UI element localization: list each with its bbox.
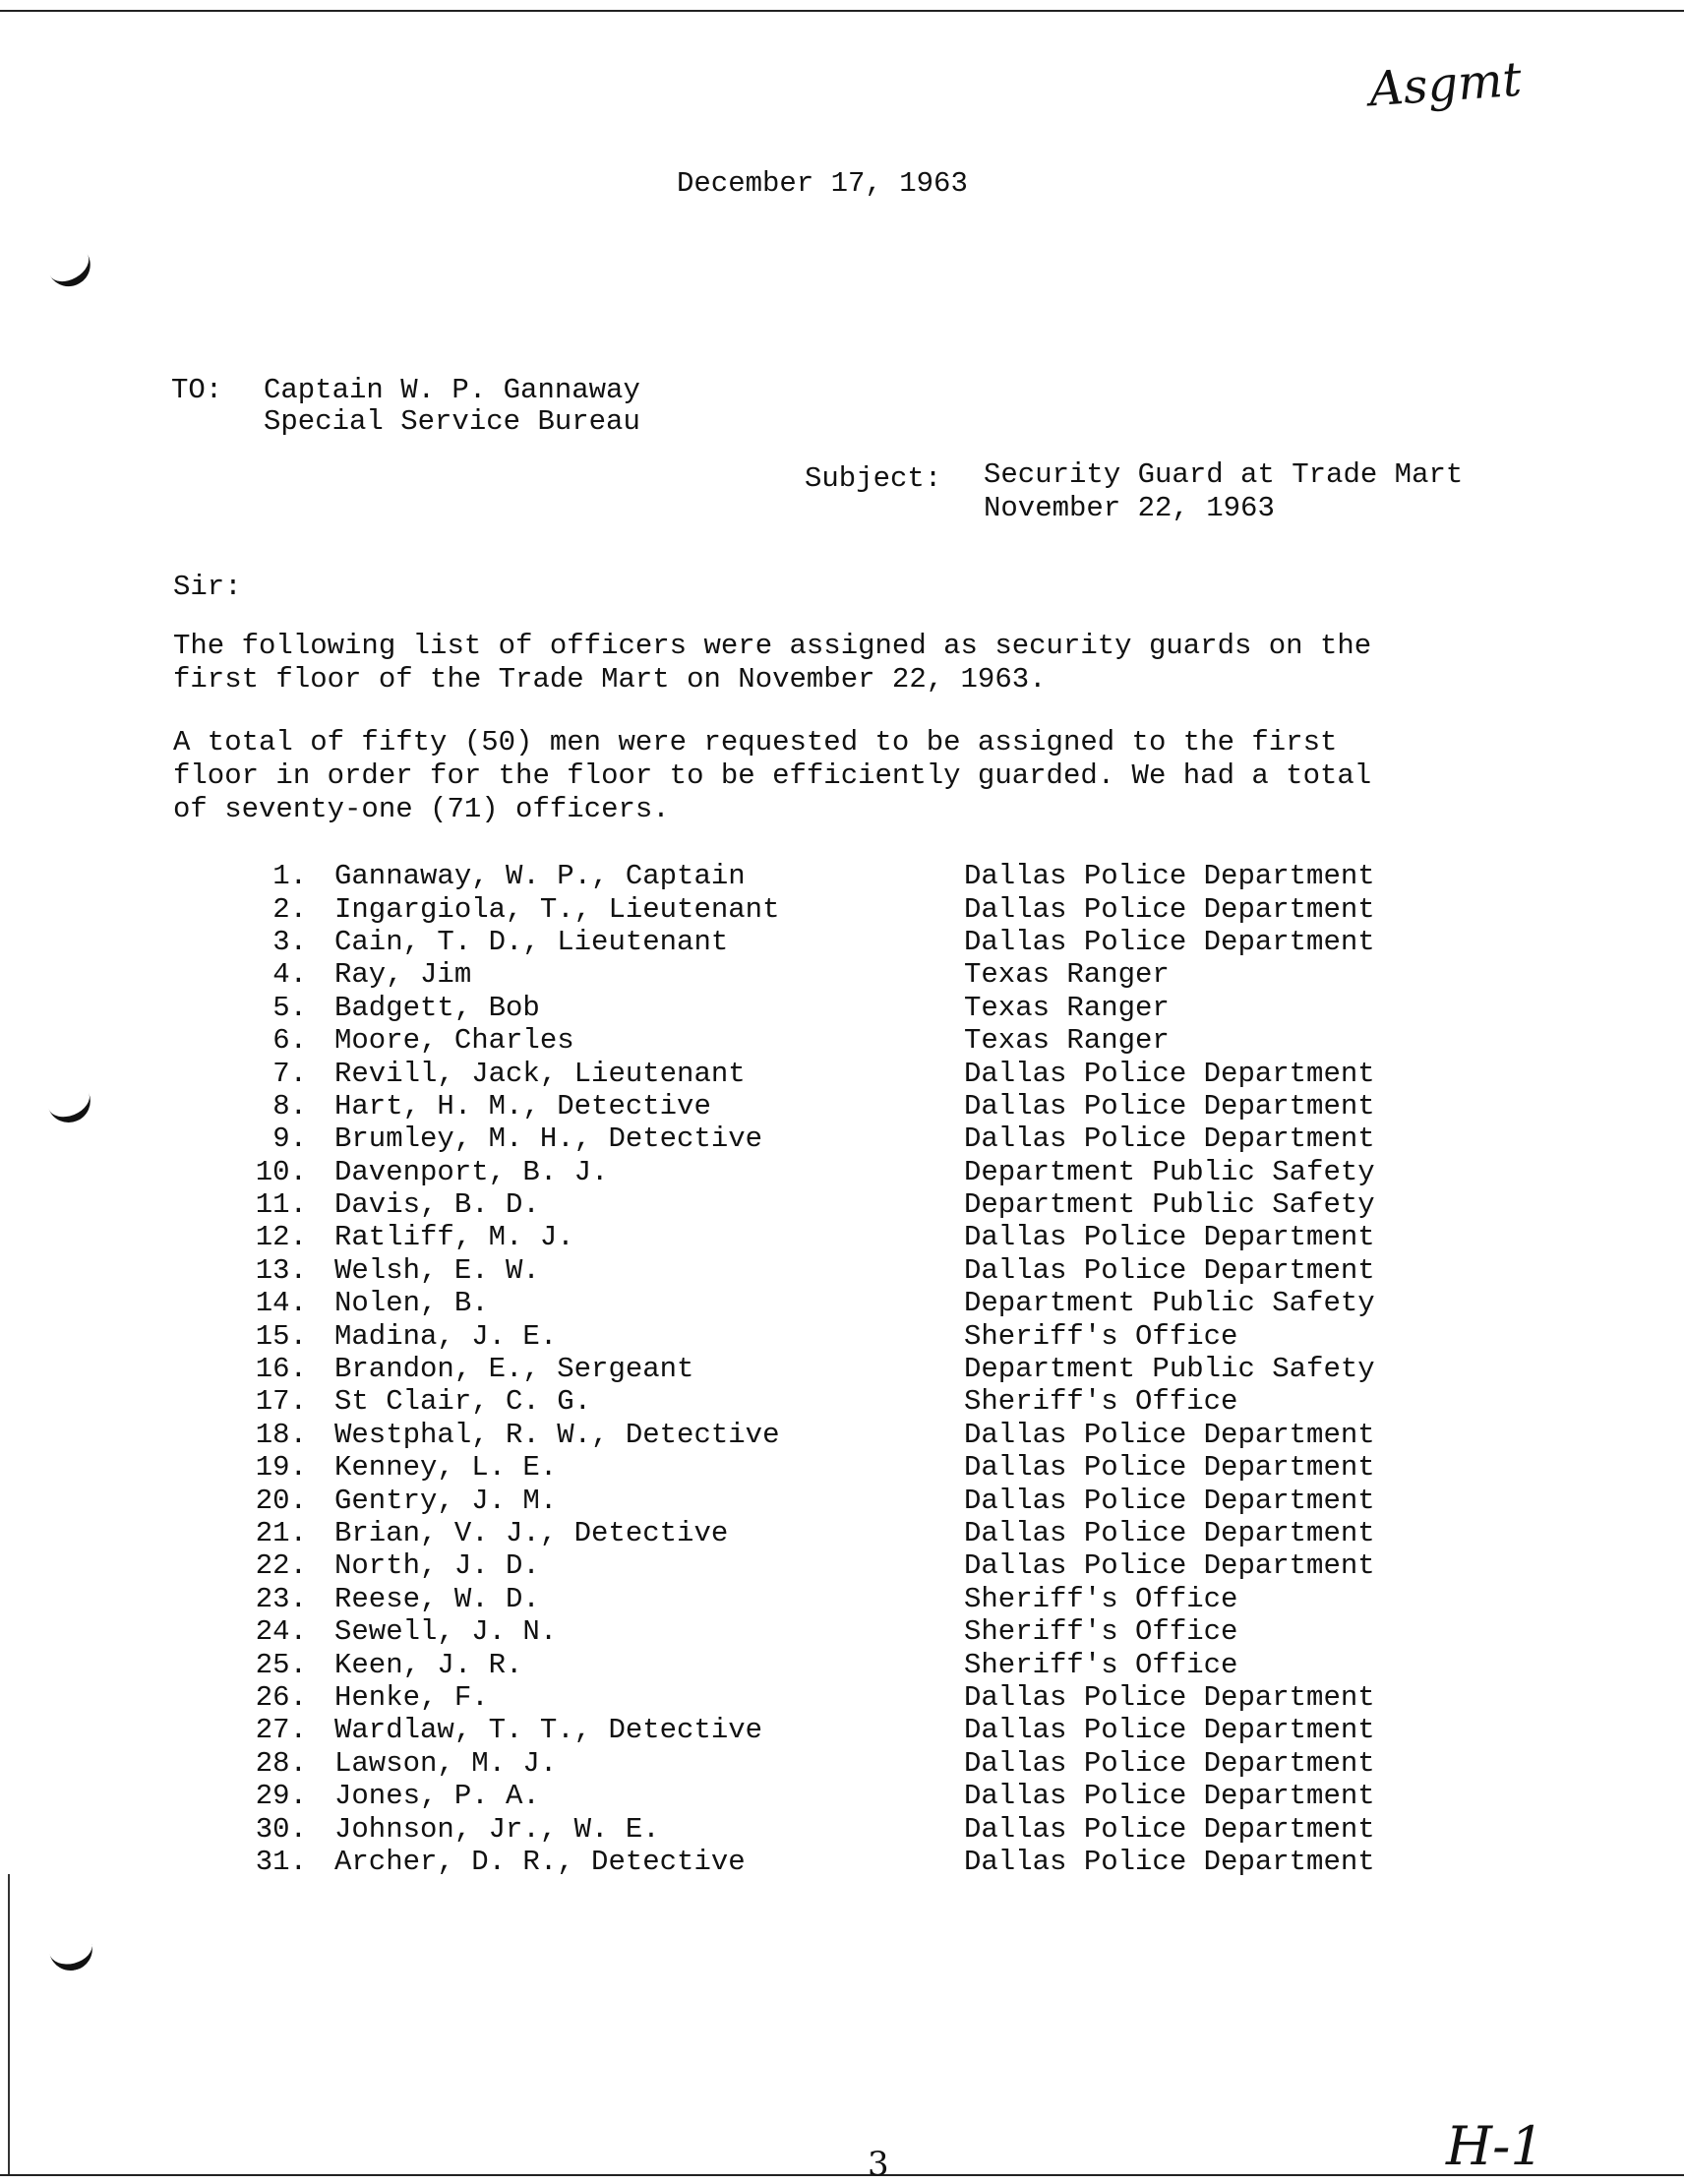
officer-number: 16. [255,1353,307,1386]
bottom-scan-border [0,2174,1684,2176]
officer-row [236,1549,1436,1582]
officer-row [236,1319,1436,1352]
handwritten-annotation-bottom: H-1 [1446,2115,1544,2177]
officer-name: Badgett, Bob [334,991,540,1024]
officer-name: Brian, V. J., Detective [334,1517,729,1549]
officer-name: Westphal, R. W., Detective [334,1418,780,1451]
officer-row [236,1780,1436,1812]
officer-row [236,1156,1436,1188]
officer-name: Jones, P. A. [334,1780,540,1813]
officer-number: 25. [255,1648,307,1681]
officer-name: Davenport, B. J. [334,1155,609,1188]
officer-name: Brandon, E., Sergeant [334,1353,694,1386]
binding-mark-icon [44,1923,96,1974]
officer-number: 23. [255,1582,307,1615]
officer-number: 14. [255,1287,307,1320]
officer-row [236,958,1436,991]
top-scan-border [0,10,1684,12]
officer-number: 27. [255,1714,307,1747]
officer-name: Reese, W. D. [334,1582,540,1615]
officer-row [236,1287,1436,1319]
officer-name: Keen, J. R. [334,1648,523,1681]
officer-number: 10. [255,1155,307,1188]
officer-agency: Dallas Police Department [964,1714,1375,1747]
officer-agency: Dallas Police Department [964,892,1375,926]
officer-row [236,1254,1436,1287]
officer-name: North, J. D. [334,1549,540,1583]
left-scan-border [8,1874,10,2174]
officer-number: 4. [272,958,307,992]
officer-agency: Dallas Police Department [964,1517,1375,1549]
subject-line-1: Security Guard at Trade Mart [984,458,1464,491]
officer-number: 18. [255,1418,307,1451]
officer-row [236,992,1436,1024]
officer-agency: Dallas Police Department [964,1484,1375,1517]
officer-number: 8. [272,1089,307,1122]
recipient-department: Special Service Bureau [264,405,640,438]
salutation: Sir: [173,571,242,603]
officer-name: Wardlaw, T. T., Detective [334,1714,763,1747]
officer-name: Hart, H. M., Detective [334,1089,711,1122]
officer-row [236,1747,1436,1780]
officer-agency: Dallas Police Department [964,1089,1375,1122]
officer-number: 2. [272,892,307,926]
officer-row [236,892,1436,925]
officer-name: Revill, Jack, Lieutenant [334,1057,746,1090]
officer-agency: Dallas Police Department [964,1680,1375,1714]
officer-name: Moore, Charles [334,1024,574,1058]
officer-agency: Dallas Police Department [964,1549,1375,1583]
officer-row [236,1846,1436,1878]
officer-row [236,1583,1436,1615]
officer-row [236,926,1436,958]
officer-name: Archer, D. R., Detective [334,1845,746,1878]
officer-name: Cain, T. D., Lieutenant [334,925,729,958]
officer-number: 26. [255,1680,307,1714]
officer-agency: Sheriff's Office [964,1582,1238,1615]
officer-agency: Dallas Police Department [964,1780,1375,1813]
officer-name: Lawson, M. J. [334,1746,558,1780]
officer-number: 19. [255,1451,307,1485]
subject-label: Subject: [805,462,942,495]
officer-row [236,1385,1436,1418]
officer-row [236,1090,1436,1122]
officer-agency: Dallas Police Department [964,925,1375,958]
binding-mark-icon [41,1073,97,1128]
officer-number: 31. [255,1845,307,1878]
officer-name: Sewell, J. N. [334,1615,558,1649]
officer-agency: Dallas Police Department [964,1122,1375,1156]
officer-agency: Dallas Police Department [964,1057,1375,1090]
recipient-name: Captain W. P. Gannaway [264,374,640,406]
officer-agency: Sheriff's Office [964,1319,1238,1353]
officer-agency: Dallas Police Department [964,860,1375,893]
officer-agency: Dallas Police Department [964,1845,1375,1878]
officer-name: Gannaway, W. P., Captain [334,860,746,893]
officer-number: 30. [255,1812,307,1846]
officer-row [236,1024,1436,1057]
officer-name: Nolen, B. [334,1287,489,1320]
officer-agency: Dallas Police Department [964,1221,1375,1254]
officer-number: 3. [272,925,307,958]
officer-number: 17. [255,1385,307,1419]
memo-date: December 17, 1963 [677,167,968,200]
binding-mark-icon [39,236,98,294]
officer-number: 12. [255,1221,307,1254]
officer-row [236,860,1436,892]
officer-agency: Department Public Safety [964,1155,1375,1188]
officer-number: 13. [255,1253,307,1287]
officer-name: Henke, F. [334,1680,489,1714]
officer-name: Kenney, L. E. [334,1451,558,1485]
handwritten-annotation-top: Asgmt [1367,51,1524,118]
officer-agency: Department Public Safety [964,1188,1375,1222]
officer-number: 28. [255,1746,307,1780]
officer-agency: Sheriff's Office [964,1385,1238,1419]
officer-number: 24. [255,1615,307,1649]
officer-number: 1. [272,860,307,893]
officer-row [236,1517,1436,1549]
to-label: TO: [171,374,223,406]
officer-row [236,1353,1436,1385]
officer-row [236,1648,1436,1680]
officer-agency: Dallas Police Department [964,1418,1375,1451]
officer-name: Welsh, E. W. [334,1253,540,1287]
officer-list [236,860,1436,1878]
body-paragraph-2: A total of fifty (50) men were requested to be assigned to the first floor in order for the floor to be efficiently guarded. We had a total of seventy-one (71) officers. [173,726,1372,825]
officer-row [236,1221,1436,1253]
officer-agency: Texas Ranger [964,1024,1170,1058]
officer-row [236,1812,1436,1845]
officer-row [236,1188,1436,1221]
officer-number: 11. [255,1188,307,1222]
officer-row [236,1615,1436,1648]
officer-agency: Sheriff's Office [964,1648,1238,1681]
officer-number: 6. [272,1024,307,1058]
officer-row [236,1714,1436,1746]
officer-row [236,1122,1436,1155]
officer-number: 22. [255,1549,307,1583]
officer-row [236,1451,1436,1484]
officer-agency: Dallas Police Department [964,1812,1375,1846]
body-paragraph-1: The following list of officers were assigned as security guards on the first floor of the Trade Mart on November 22, 1963. [173,630,1372,696]
officer-agency: Dallas Police Department [964,1746,1375,1780]
officer-agency: Dallas Police Department [964,1451,1375,1485]
officer-name: Ray, Jim [334,958,472,992]
officer-name: Ratliff, M. J. [334,1221,574,1254]
officer-agency: Texas Ranger [964,991,1170,1024]
subject-line-2: November 22, 1963 [984,492,1275,524]
officer-agency: Sheriff's Office [964,1615,1238,1649]
officer-name: Madina, J. E. [334,1319,558,1353]
officer-number: 29. [255,1780,307,1813]
officer-name: St Clair, C. G. [334,1385,592,1419]
officer-row [236,1484,1436,1516]
officer-row [236,1057,1436,1089]
officer-number: 9. [272,1122,307,1156]
officer-name: Brumley, M. H., Detective [334,1122,763,1156]
page-number: 3 [868,2145,889,2184]
officer-number: 7. [272,1057,307,1090]
officer-number: 5. [272,991,307,1024]
officer-agency: Department Public Safety [964,1287,1375,1320]
officer-agency: Texas Ranger [964,958,1170,992]
officer-number: 21. [255,1517,307,1549]
officer-row [236,1419,1436,1451]
officer-number: 20. [255,1484,307,1517]
officer-name: Gentry, J. M. [334,1484,558,1517]
officer-name: Johnson, Jr., W. E. [334,1812,660,1846]
officer-agency: Dallas Police Department [964,1253,1375,1287]
officer-row [236,1681,1436,1714]
officer-number: 15. [255,1319,307,1353]
officer-name: Ingargiola, T., Lieutenant [334,892,780,926]
officer-name: Davis, B. D. [334,1188,540,1222]
officer-agency: Department Public Safety [964,1353,1375,1386]
